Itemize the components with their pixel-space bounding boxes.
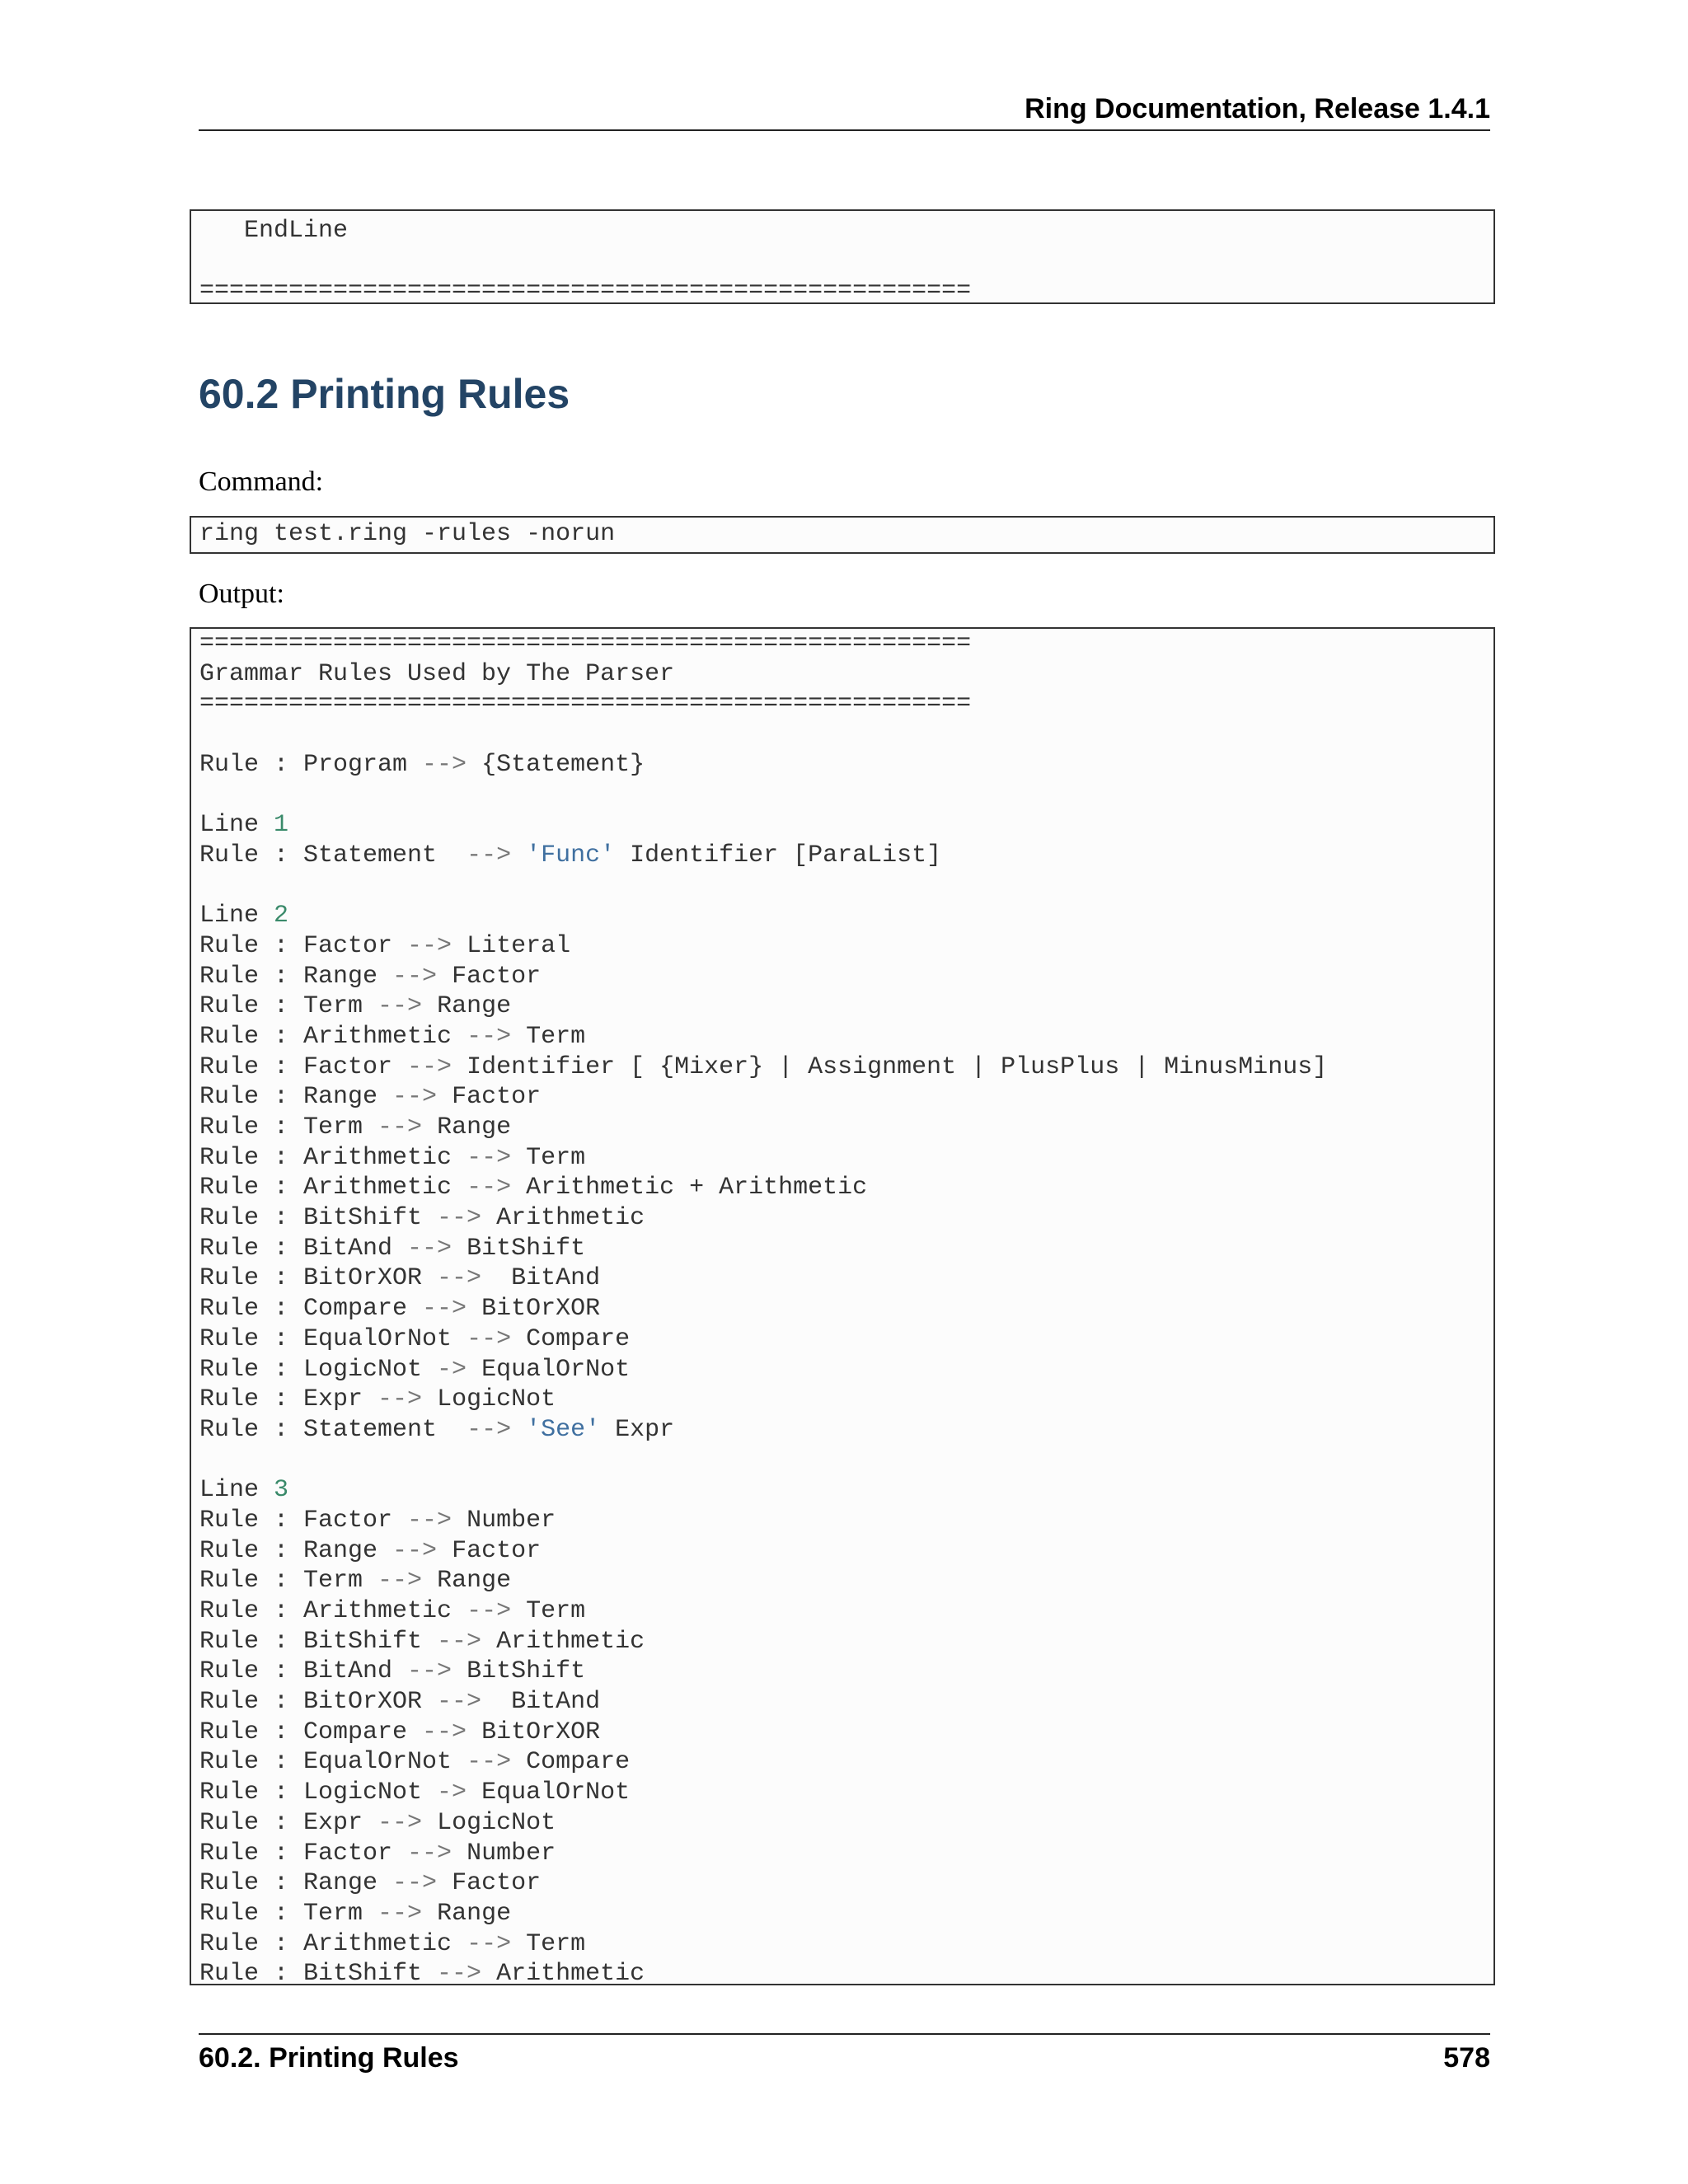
output-line: Rule : Program --> {Statement} — [199, 750, 645, 779]
output-line: Rule : Arithmetic --> Term — [199, 1022, 586, 1051]
output-line: ==================================================== — [199, 690, 972, 719]
running-header-title: Ring Documentation, Release 1.4.1 — [1025, 93, 1490, 124]
output-line: Rule : Range --> Factor — [199, 962, 542, 991]
output-line: Rule : EqualOrNot --> Compare — [199, 1324, 631, 1353]
header-rule — [199, 129, 1490, 131]
output-line: Rule : Range --> Factor — [199, 1536, 542, 1565]
section-heading: 60.2 Printing Rules — [199, 371, 570, 417]
output-line: Rule : Term --> Range — [199, 1113, 512, 1141]
output-line — [191, 1446, 1493, 1476]
footer-rule — [199, 2033, 1490, 2035]
output-line: Rule : Statement --> 'Func' Identifier [ParaList] — [199, 841, 942, 869]
output-line: Rule : Term --> Range — [199, 1567, 512, 1596]
code-line: EndLine — [199, 217, 349, 245]
top-code-block — [190, 209, 1495, 304]
output-line: Rule : Expr --> LogicNot — [199, 1385, 556, 1414]
output-line: Rule : BitAnd --> BitShift — [199, 1234, 586, 1263]
output-line: Rule : Term --> Range — [199, 1899, 512, 1928]
command-line: ring test.ring -rules -norun — [199, 520, 616, 548]
code-line — [191, 246, 1493, 277]
output-line — [191, 871, 1493, 902]
output-line: Rule : LogicNot -> EqualOrNot — [199, 1355, 631, 1384]
output-line: Rule : BitShift --> Arithmetic — [199, 1960, 645, 1985]
output-line: Rule : Factor --> Number — [199, 1839, 556, 1868]
output-line: Rule : LogicNot -> EqualOrNot — [199, 1779, 631, 1807]
output-line: Rule : Term --> Range — [199, 992, 512, 1021]
output-line: Rule : EqualOrNot --> Compare — [199, 1748, 631, 1777]
output-line: Rule : Statement --> 'See' Expr — [199, 1415, 675, 1444]
output-line: Rule : BitOrXOR --> BitAnd — [199, 1264, 601, 1293]
command-label: Command: — [199, 466, 324, 497]
output-line: Rule : Arithmetic --> Arithmetic + Arithmetic — [199, 1174, 868, 1202]
output-line: Rule : Compare --> BitOrXOR — [199, 1295, 601, 1324]
output-line: Rule : Expr --> LogicNot — [199, 1808, 556, 1837]
footer-section-title: 60.2. Printing Rules — [199, 2042, 459, 2074]
page-number: 578 — [1443, 2042, 1490, 2074]
output-line: Grammar Rules Used by The Parser — [199, 659, 675, 688]
output-line — [191, 780, 1493, 810]
output-line: ==================================================== — [199, 630, 972, 658]
output-line: Line 3 — [199, 1476, 289, 1505]
output-line: Rule : BitShift --> Arithmetic — [199, 1627, 645, 1656]
code-line: ==================================================== — [199, 277, 972, 304]
output-line: Rule : Range --> Factor — [199, 1083, 542, 1112]
output-line: Rule : Range --> Factor — [199, 1869, 542, 1898]
output-line: Rule : Factor --> Literal — [199, 931, 571, 960]
output-label: Output: — [199, 579, 284, 609]
output-line: Line 2 — [199, 902, 289, 930]
output-line: Rule : Arithmetic --> Term — [199, 1929, 586, 1958]
output-line — [191, 719, 1493, 750]
output-line: Rule : Arithmetic --> Term — [199, 1143, 586, 1172]
output-line: Rule : BitAnd --> BitShift — [199, 1657, 586, 1686]
output-code-block — [190, 627, 1495, 1985]
output-line: Rule : BitShift --> Arithmetic — [199, 1204, 645, 1233]
output-line: Rule : Factor --> Identifier [ {Mixer} | Assignment | PlusPlus | MinusMinus] — [199, 1052, 1328, 1081]
command-code-block — [190, 516, 1495, 554]
output-line: Rule : Compare --> BitOrXOR — [199, 1718, 601, 1746]
output-line: Line 1 — [199, 811, 289, 840]
output-line: Rule : BitOrXOR --> BitAnd — [199, 1688, 601, 1717]
output-line: Rule : Arithmetic --> Term — [199, 1597, 586, 1625]
output-line: Rule : Factor --> Number — [199, 1506, 556, 1535]
